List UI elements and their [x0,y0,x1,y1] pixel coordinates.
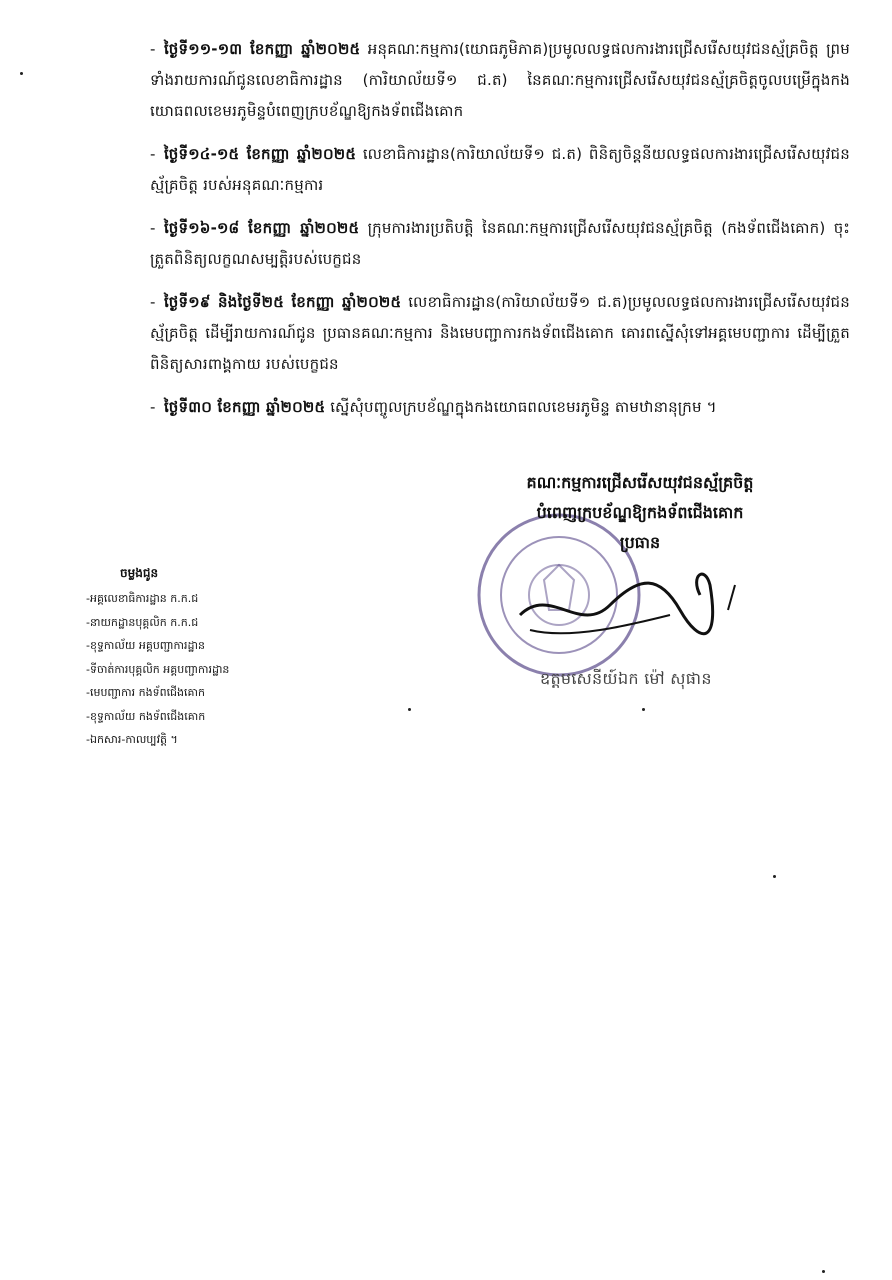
schedule-text: លេខាធិការដ្ឋាន(ការិយាល័យទី១ ជ.ត)ប្រមូលលទ្ធផលការងារជ្រើសរើសយុវជនស្ម័គ្រចិត្ត ដើម្បីរាយការណ៍ជូន ប្រធានគណៈកម្មការ និងមេបញ្ជាការកងទ័ពជើងគោក គោរពស្នើសុំទៅអគ្គមេបញ្ជាការ ដើម្បីត្រួតពិនិត្យសារពាង្គកាយ របស់បេក្ខជន [150,293,850,373]
signature-block [450,468,830,558]
schedule-item: - ថ្ងៃទី៣០ ខែកញ្ញា ឆ្នាំ២០២៥ ស្នើសុំបញ្ចូលក្របខ័ណ្ឌក្នុងកងយោធពលខេមរភូមិន្ទ តាមឋានានុក្រម ។ [150,398,717,416]
copy-recipients [86,565,326,752]
recipient-item: -មេបញ្ជាការ កងទ័ពជើងគោក [86,686,205,699]
committee-title-line2: បំពេញក្របខ័ណ្ឌឱ្យកងទ័ពជើងគោក [536,503,744,522]
schedule-text: អនុគណៈកម្មការ(យោធភូមិភាគ)ប្រមូលលទ្ធផលការងារជ្រើសរើសយុវជនស្ម័គ្រចិត្ត ព្រមទាំងរាយការណ៍ជូនលេខាធិការដ្ឋាន (ការិយាល័យទី១ ជ.ត) នៃគណៈកម្មការជ្រើសរើសយុវជនស្ម័គ្រចិត្តចូលបម្រើក្នុងកងយោធពលខេមរភូមិន្ទបំពេញក្របខ័ណ្ឌឱ្យកងទ័ពជើងគោក [150,40,850,120]
schedule-item: - ថ្ងៃទី១៦-១៨ ខែកញ្ញា ឆ្នាំ២០២៥ ក្រុមការងារប្រតិបត្តិ នៃគណៈកម្មការជ្រើសរើសយុវជនស្ម័គ្រចិត្ត (កងទ័ពជើងគោក) ចុះត្រួតពិនិត្យលក្ខណសម្បត្តិរបស់បេក្ខជន [150,219,851,268]
schedule-item: - ថ្ងៃទី១១-១៣ ខែកញ្ញា ឆ្នាំ២០២៥ អនុគណៈកម្មការ(យោធភូមិភាគ)ប្រមូលលទ្ធផលការងារជ្រើសរើសយុវជនស្ម័គ្រចិត្ត ព្រមទាំងរាយការណ៍ជូនលេខាធិការដ្ឋាន (ការិយាល័យទី១ ជ.ត) នៃគណៈកម្មការជ្រើសរើសយុវជនស្ម័គ្រចិត្តចូលបម្រើក្នុងកងយោធពលខេមរភូមិន្ទបំពេញក្របខ័ណ្ឌឱ្យកងទ័ពជើងគោក [150,40,850,120]
schedule-item: - ថ្ងៃទី១៤-១៥ ខែកញ្ញា ឆ្នាំ២០២៥ លេខាធិការដ្ឋាន(ការិយាល័យទី១ ជ.ត) ពិនិត្យចិន្តនីយលទ្ធផលការងារជ្រើសរើសយុវជនស្ម័គ្រចិត្ត របស់អនុគណៈកម្មការ [150,145,850,194]
schedule-text: ស្នើសុំបញ្ចូលក្របខ័ណ្ឌក្នុងកងយោធពលខេមរភូមិន្ទ តាមឋានានុក្រម ។ [330,398,717,416]
recipient-item: -នាយកដ្ឋានបុគ្គលិក ក.ក.ជ [86,615,199,629]
recipient-item: -ឯកសារ-កាលប្បវត្តិ ។ [86,733,178,746]
recipient-item: -ខុទ្ទកាល័យ អគ្គបញ្ជាការដ្ឋាន [86,639,205,652]
schedule-text: លេខាធិការដ្ឋាន(ការិយាល័យទី១ ជ.ត) ពិនិត្យចិន្តនីយលទ្ធផលការងារជ្រើសរើសយុវជនស្ម័គ្រចិត្ត របស់អនុគណៈកម្មការ [150,145,850,194]
handwritten-signature-icon [510,555,750,655]
scan-speck [642,708,645,711]
scan-speck [408,708,411,711]
scan-speck [822,1270,825,1273]
committee-title-line1: គណៈកម្មការជ្រើសរើសយុវជនស្ម័គ្រចិត្ត [526,473,754,492]
schedule-date: ថ្ងៃទី១៩ និងថ្ងៃទី២៥ ខែកញ្ញា ឆ្នាំ២០២៥ [164,293,402,311]
schedule-item: - ថ្ងៃទី១៩ និងថ្ងៃទី២៥ ខែកញ្ញា ឆ្នាំ២០២៥ លេខាធិការដ្ឋាន(ការិយាល័យទី១ ជ.ត)ប្រមូលលទ្ធផលការងារជ្រើសរើសយុវជនស្ម័គ្រចិត្ត ដើម្បីរាយការណ៍ជូន ប្រធានគណៈកម្មការ និងមេបញ្ជាការកងទ័ពជើងគោក គោរពស្នើសុំទៅអគ្គមេបញ្ជាការ ដើម្បីត្រួតពិនិត្យសារពាង្គកាយ របស់បេក្ខជន [150,293,850,373]
schedule-list [150,34,850,435]
signer-name: ឧត្តមសេនីយ៍ឯក ម៉ៅ សុផាន [540,669,712,688]
scan-speck [773,875,776,878]
recipient-item: -អគ្គលេខាធិការដ្ឋាន ក.ក.ជ [86,592,199,605]
recipient-item: -ខុទ្ទកាល័យ កងទ័ពជើងគោក [86,709,206,723]
recipient-item: -ទីចាត់ការបុគ្គលិក អគ្គបញ្ជាការដ្ឋាន [86,662,230,676]
signer-role: ប្រធាន [619,533,661,552]
schedule-text: ក្រុមការងារប្រតិបត្តិ នៃគណៈកម្មការជ្រើសរើសយុវជនស្ម័គ្រចិត្ត (កងទ័ពជើងគោក) ចុះត្រួតពិនិត្យលក្ខណសម្បត្តិរបស់បេក្ខជន [150,219,851,268]
schedule-date: ថ្ងៃទី១៤-១៥ ខែកញ្ញា ឆ្នាំ២០២៥ [164,145,357,163]
schedule-date: ថ្ងៃទី៣០ ខែកញ្ញា ឆ្នាំ២០២៥ [164,398,326,416]
schedule-date: ថ្ងៃទី១១-១៣ ខែកញ្ញា ឆ្នាំ២០២៥ [164,40,361,58]
scan-speck [20,72,23,75]
schedule-date: ថ្ងៃទី១៦-១៨ ខែកញ្ញា ឆ្នាំ២០២៥ [164,219,360,237]
recipients-title: ចម្លងជូន [120,566,159,580]
